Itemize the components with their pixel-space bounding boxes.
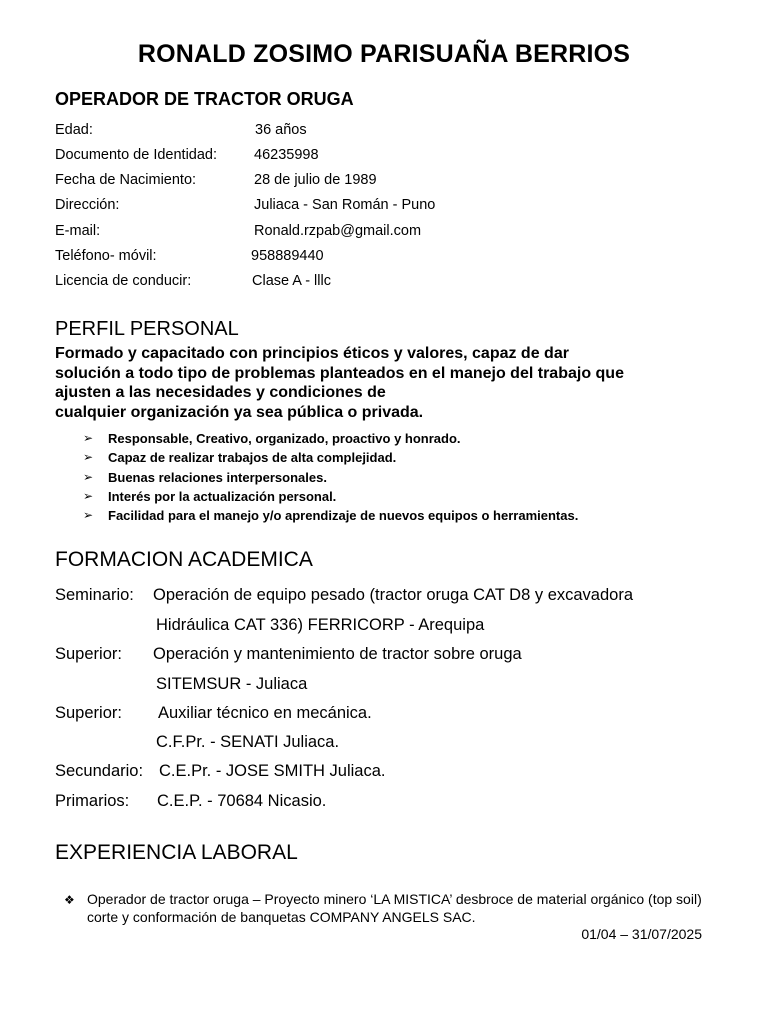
info-label: Teléfono- móvil:	[55, 248, 157, 264]
arrowhead-icon: ➢	[83, 431, 94, 445]
education-label: Superior:	[55, 645, 122, 663]
info-label: E-mail:	[55, 223, 101, 239]
info-value: Clase A - lllc	[252, 273, 331, 289]
list-item-text: Interés por la actualización personal.	[108, 488, 337, 504]
arrowhead-icon: ➢	[83, 469, 94, 484]
education-detail: Auxiliar técnico en mecánica.	[158, 704, 372, 722]
list-item-text: Responsable, Creativo, organizado, proactivo y honrado.	[108, 431, 461, 446]
info-label: Dirección:	[55, 197, 120, 213]
education-label: Seminario:	[55, 586, 134, 604]
info-value: 36 años	[255, 122, 307, 138]
info-row-phone	[55, 248, 735, 268]
profile-line: cualquier organización ya sea pública o privada.	[55, 403, 424, 421]
education-label: Superior:	[55, 704, 122, 722]
education-detail: C.F.Pr. - SENATI Juliaca.	[156, 733, 340, 751]
arrowhead-icon: ➢	[83, 488, 94, 503]
profile-bullets	[83, 431, 723, 527]
profile-line: Formado y capacitado con principios éticos y valores, capaz de dar	[55, 345, 569, 362]
info-value: 28 de julio de 1989	[254, 172, 377, 188]
profile-line: solución a todo tipo de problemas planteados en el manejo del trabajo que	[55, 364, 624, 382]
list-item	[83, 508, 723, 527]
experience-dates: 01/04 – 31/07/2025	[581, 926, 702, 942]
info-row-email	[55, 223, 735, 243]
list-item-text: Capaz de realizar trabajos de alta complejidad.	[108, 450, 397, 466]
education-detail: SITEMSUR - Juliaca	[156, 675, 308, 693]
education-detail: Operación y mantenimiento de tractor sobre oruga	[153, 645, 522, 663]
diamond-icon: ❖	[64, 893, 75, 907]
section-heading-experience: EXPERIENCIA LABORAL	[55, 841, 298, 864]
education-detail: Operación de equipo pesado (tractor oruga CAT D8 y excavadora	[153, 586, 633, 604]
info-value: 46235998	[254, 147, 319, 163]
candidate-name: RONALD ZOSIMO PARISUAÑA BERRIOS	[137, 40, 631, 68]
list-item-text: Facilidad para el manejo y/o aprendizaje de nuevos equipos o herramientas.	[108, 508, 579, 524]
list-item	[83, 489, 723, 508]
education-label: Primarios:	[55, 792, 130, 810]
list-item	[83, 450, 723, 469]
info-label: Documento de Identidad:	[55, 147, 218, 163]
info-value: Juliaca - San Román - Puno	[254, 197, 436, 213]
education-detail: Hidráulica CAT 336) FERRICORP - Arequipa	[156, 616, 485, 634]
info-value: Ronald.rzpab@gmail.com	[254, 223, 422, 239]
list-item-text: Buenas relaciones interpersonales.	[108, 469, 327, 485]
info-label: Licencia de conducir:	[55, 273, 192, 289]
list-item	[83, 431, 723, 450]
info-row-address	[55, 197, 735, 217]
section-heading-profile: PERFIL PERSONAL	[55, 318, 239, 340]
education-detail: C.E.Pr. - JOSE SMITH Juliaca.	[159, 762, 386, 780]
info-label: Edad:	[55, 122, 93, 138]
list-item	[83, 470, 723, 489]
education-detail: C.E.P. - 70684 Nicasio.	[157, 792, 327, 810]
info-row-age	[55, 122, 735, 142]
job-title: OPERADOR DE TRACTOR ORUGA	[55, 89, 354, 109]
profile-summary	[55, 344, 715, 422]
arrowhead-icon: ➢	[83, 450, 94, 465]
profile-line: ajusten a las necesidades y condiciones de	[55, 384, 386, 401]
section-heading-education: FORMACION ACADEMICA	[55, 548, 313, 571]
experience-description: Operador de tractor oruga – Proyecto minero ‘LA MISTICA’ desbroce de material orgánico (top soil) corte y conformación de banquetas COMPANY ANGELS SAC.	[87, 891, 702, 925]
info-row-driver-license	[55, 273, 735, 293]
info-label: Fecha de Nacimiento:	[55, 172, 197, 188]
info-row-birth-date	[55, 172, 735, 192]
arrowhead-icon: ➢	[83, 508, 94, 523]
education-label: Secundario:	[55, 762, 144, 780]
info-value: 958889440	[251, 248, 324, 264]
info-row-id-document	[55, 147, 735, 167]
